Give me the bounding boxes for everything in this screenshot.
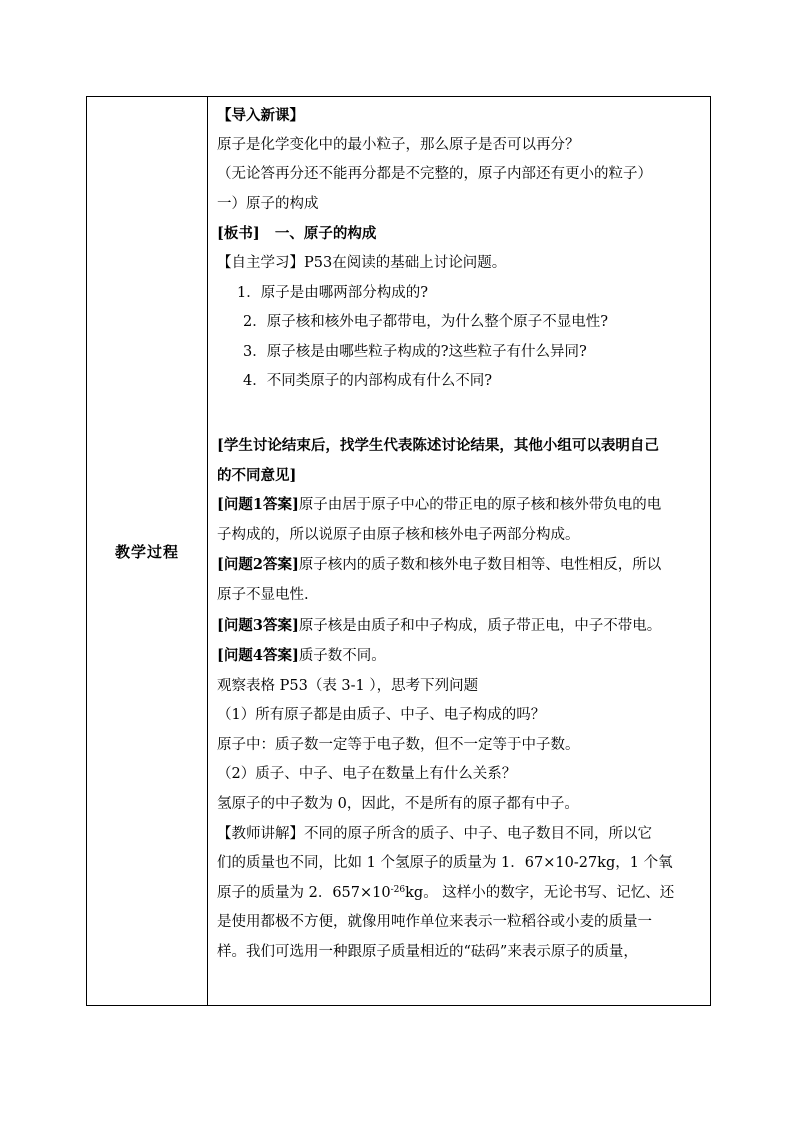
question-4: 4．不同类原子的内部构成有什么不同?	[243, 373, 492, 390]
content-cell	[208, 97, 711, 1006]
observe-question-2: （2）质子、中子、电子在数量上有什么关系？	[217, 766, 517, 783]
row-label-cell	[87, 97, 208, 1006]
question-2: 2．原子核和核外电子都带电，为什么整个原子不显电性?	[243, 314, 608, 331]
teacher-explanation-4: 是使用都极不方便，就像用吨作单位来表示一粒稻谷或小麦的质量一	[217, 914, 652, 931]
observe-answer-1: 原子中：质子数一定等于电子数，但不一定等于中子数。	[217, 736, 580, 753]
observe-question-1: （1）所有原子都是由质子、中子、电子构成的吗？	[217, 707, 546, 724]
board-tag: [板书]	[217, 225, 260, 243]
section-heading-intro: 【导入新课】	[217, 107, 304, 124]
question-3: 3．原子核是由哪些粒子构成的?这些粒子有什么异同?	[243, 343, 587, 360]
subsection-title: 一）原子的构成	[217, 195, 319, 212]
intro-note: （无论答再分还不能再分都是不完整的，原子内部还有更小的粒子）	[217, 166, 652, 183]
answer-4	[217, 641, 704, 672]
intro-question: 原子是化学变化中的最小粒子，那么原子是否可以再分？	[217, 136, 580, 153]
teacher-explanation-3	[217, 879, 704, 909]
table-row	[87, 97, 711, 1006]
board-note	[217, 219, 704, 249]
spacer	[217, 397, 704, 431]
board-text: 一、原子的构成	[274, 225, 377, 243]
mass-exponent: -26	[390, 884, 406, 895]
teacher-explanation-2: 们的质量也不同，比如 1 个氢原子的质量为 1．67×10-27kg，1 个氧	[217, 855, 673, 872]
self-study-tag: 【自主学习】	[217, 254, 304, 271]
discussion-note-2: 的不同意见]	[217, 466, 297, 484]
answer-1-text: 原子由居于原子中心的带正电的原子核和核外带负电的电	[298, 497, 662, 514]
lesson-content	[208, 97, 710, 968]
teacher-text: 不同的原子所含的质子、中子、电子数目不同，所以它	[304, 825, 652, 842]
question-1: 1．原子是由哪两部分构成的?	[237, 284, 428, 301]
lesson-plan-table	[86, 96, 711, 1006]
answer-4-tag: [问题4答案]	[217, 647, 299, 665]
self-study-text: P53在阅读的基础上讨论问题。	[304, 254, 507, 271]
answer-1-continued: 子构成的，所以说原子由原子核和核外电子两部分构成。	[217, 526, 580, 543]
answer-2	[217, 550, 704, 581]
answer-3	[217, 611, 704, 642]
observe-table: 观察表格 P53（表 3-1 ），思考下列问题	[217, 677, 479, 694]
row-label-text: 教学过程	[114, 542, 179, 561]
answer-3-tag: [问题3答案]	[217, 616, 299, 634]
answer-2-text: 原子核内的质子数和核外电子数目相等、电性相反，所以	[298, 557, 662, 574]
discussion-note-1: [学生讨论结束后，找学生代表陈述讨论结果，其他小组可以表明自己	[217, 436, 659, 454]
answer-1	[217, 490, 704, 521]
mass-text-pre: 原子的质量为 2．657×10	[217, 884, 391, 901]
answer-1-tag: [问题1答案]	[217, 496, 299, 514]
mass-text-post: kg。 这样小的数字，无论书写、记忆、还	[405, 884, 675, 901]
observe-answer-2: 氢原子的中子数为 0，因此，不是所有的原子都有中子。	[217, 796, 579, 813]
teacher-explanation	[217, 820, 704, 850]
answer-2-continued: 原子不显电性.	[217, 586, 309, 603]
answer-4-text: 质子数不同。	[298, 648, 386, 665]
answer-3-text: 原子核是由质子和中子构成，质子带正电，中子不带电。	[298, 617, 662, 634]
teacher-tag: 【教师讲解】	[217, 825, 304, 842]
answer-2-tag: [问题2答案]	[217, 556, 299, 574]
teacher-explanation-5: 样。我们可选用一种跟原子质量相近的“砝码”来表示原子的质量，	[217, 944, 638, 961]
self-study	[217, 249, 704, 279]
